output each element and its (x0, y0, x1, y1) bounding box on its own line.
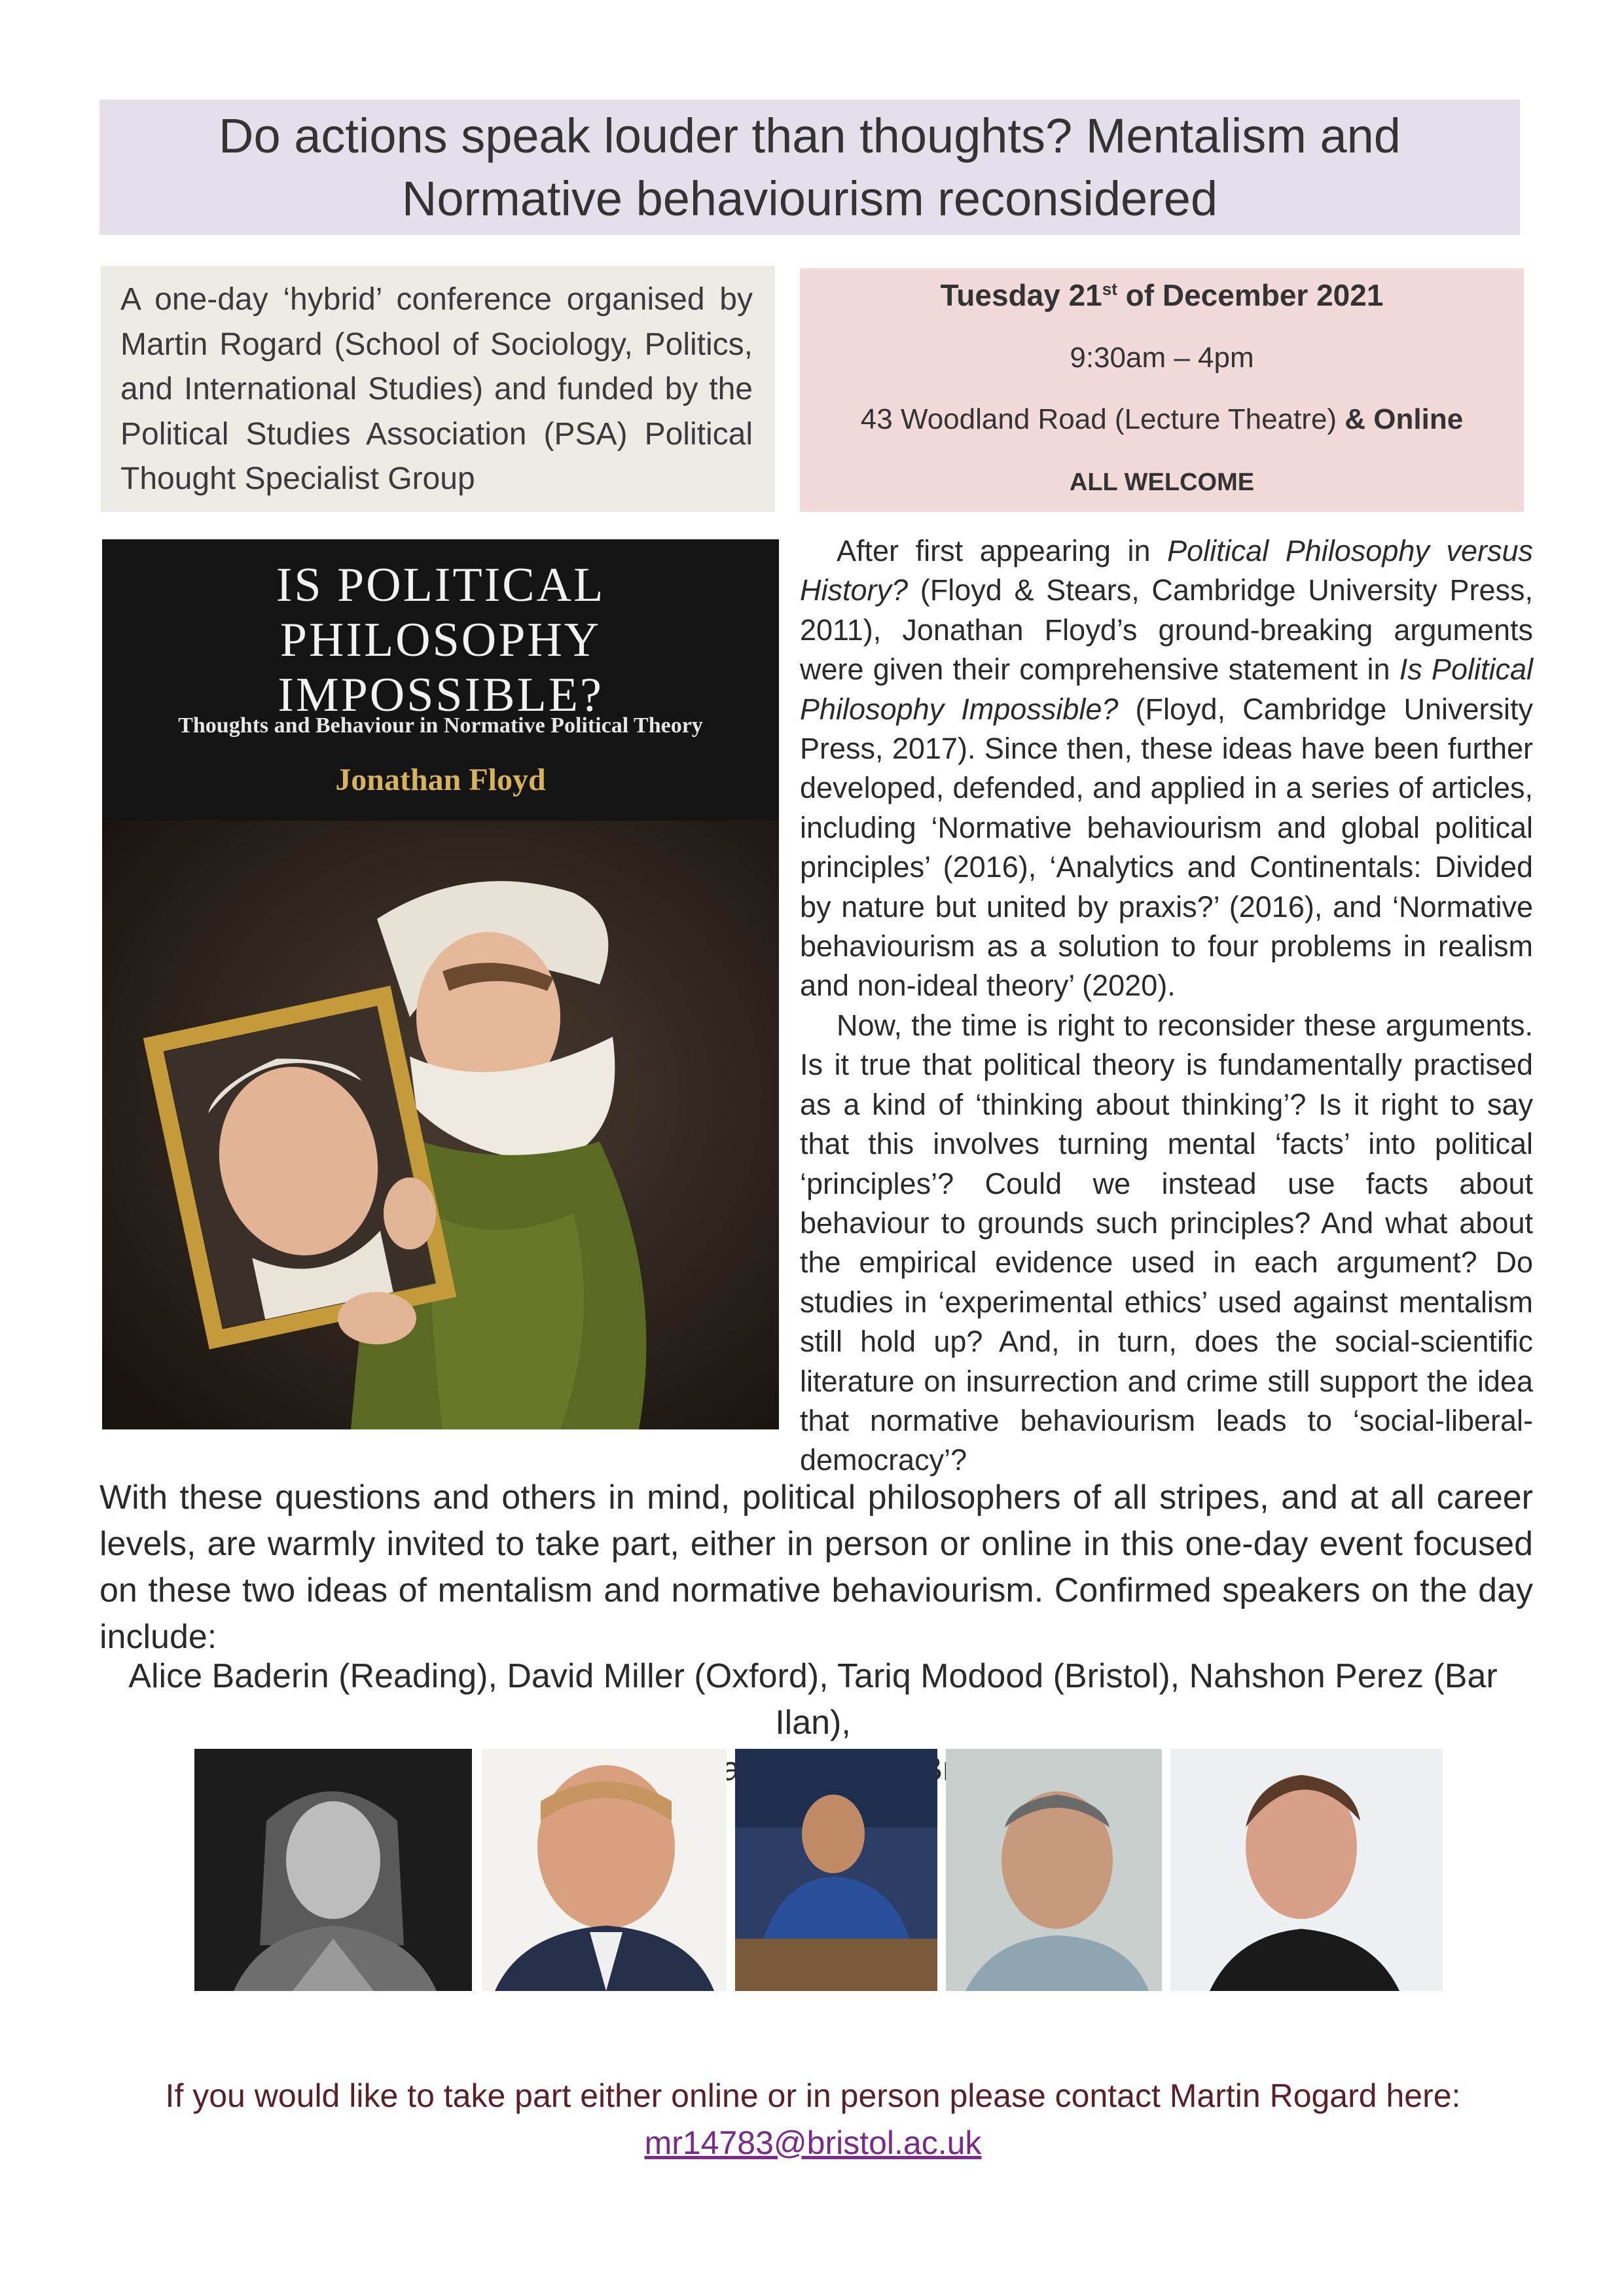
event-time: 9:30am – 4pm (1070, 342, 1254, 374)
title-banner (99, 99, 1520, 235)
speaker-photo-david-miller (482, 1749, 727, 1991)
cover-painting (102, 821, 779, 1429)
book-title: IS POLITICAL PHILOSOPHY IMPOSSIBLE? (276, 558, 605, 722)
page-title (219, 105, 1401, 230)
page-title-line-2: Normative behaviourism reconsidered (401, 171, 1218, 226)
speaker-photo-jonathan-floyd (1170, 1749, 1443, 1991)
event-welcome: ALL WELCOME (1069, 469, 1255, 496)
intro-paragraph-1: After first appearing in Political Philosophy versus History? (Floyd & Stears, Cambridge University Press, 2011), Jonathan Floyd’s ground-breaking arguments were given their comprehensive statement in Is Political Philosophy Impossible? (Floyd, Cambridge University Press, 2017). Since then, these ideas have been further developed, defended, and applied in a series of articles, including ‘Normative behaviourism and global political principles’ (2016), ‘Analytics and Continentals: Divided by nature but united by praxis?’ (2016), and ‘Normative behaviourism as a solution to four problems in realism and non-ideal theory’ (2020). (800, 534, 1533, 1003)
invitation-text: With these questions and others in mind, political philosophers of all stripes, and at all career levels, are warmly invited to take part, either in person or online in this one-day event focused on these two ideas of mentalism and normative behaviourism. Confirmed speakers on the day include: (99, 1479, 1533, 1656)
event-date: Tuesday 21st of December 2021 (940, 278, 1384, 312)
page-title-line-1: Do actions speak louder than thoughts? Mentalism and (219, 108, 1401, 163)
speaker-photo-alice-baderin (194, 1749, 472, 1991)
book-cover-image (102, 539, 779, 1429)
contact-email-container (99, 2121, 1526, 2165)
event-online-label: & Online (1344, 403, 1464, 435)
book-subtitle: Thoughts and Behaviour in Normative Political Theory (178, 713, 703, 738)
contact-text: If you would like to take part either online or in person please contact Martin Rogard here: (165, 2077, 1461, 2114)
intro-paragraph-2: Now, the time is right to reconsider these arguments. Is it true that political theory is fundamentally practised as a kind of ‘thinking about thinking’? Is it right to say that this involves turning mental ‘facts’ into political ‘principles’? Could we instead use facts about behaviour to grounds such principles? And what about the empirical evidence used in each argument? Do studies in ‘experimental ethics’ used against mentalism still hold up? And, in turn, does the social-scientific literature on insurrection and crime still support the idea that normative behaviourism leads to ‘social-liberal-democracy’? (800, 1008, 1533, 1477)
contact-email-link[interactable]: mr14783@bristol.ac.uk (644, 2125, 982, 2161)
speakers-line-1: Alice Baderin (Reading), David Miller (Oxford), Tariq Modood (Bristol), Nahshon Perez (Bar Ilan), (128, 1657, 1498, 1742)
event-venue: 43 Woodland Road (Lecture Theatre) & Online (860, 403, 1464, 435)
organiser-box (101, 266, 775, 512)
intro-text (800, 531, 1533, 1480)
organiser-text: A one-day ‘hybrid’ conference organised by Martin Rogard (School of Sociology, Politics, and International Studies) and funded by the Political Studies Association (PSA) Political Thought Specialist Group (120, 282, 753, 496)
speaker-photo-nahshon-perez (946, 1749, 1162, 1991)
speaker-photo-tariq-modood (735, 1749, 937, 1991)
book-author: Jonathan Floyd (335, 762, 546, 797)
event-details-box (800, 268, 1524, 512)
